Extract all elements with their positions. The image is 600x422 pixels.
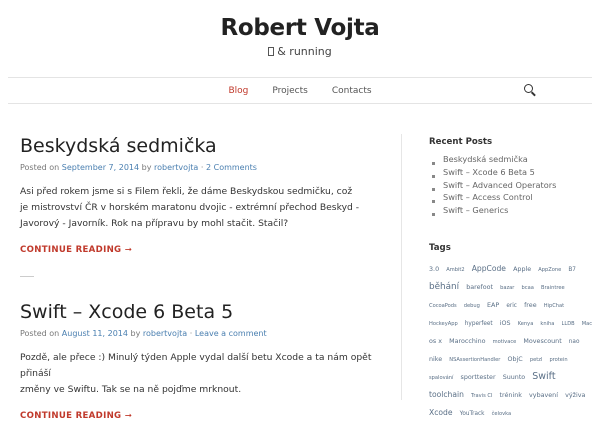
tag-link[interactable]: bazar — [500, 285, 515, 291]
tag-link[interactable]: Marocchino — [449, 338, 486, 345]
tag-link[interactable]: Braintree — [540, 285, 565, 291]
post-author-link[interactable]: robertvojta — [142, 329, 188, 338]
recent-post-item[interactable]: Swift – Advanced Operators — [429, 179, 599, 192]
meta-by: by — [141, 163, 152, 172]
tag-link[interactable]: motivace — [492, 339, 517, 345]
nav-item-blog[interactable]: Blog — [228, 85, 249, 96]
tag-link[interactable]: ObjC — [507, 356, 523, 363]
post-beskydska — [20, 134, 380, 256]
excerpt-line: Pozdě, ale přece :) Minulý týden Apple vydal další betu Xcode a ta nám opět přináší — [20, 352, 372, 379]
meta-separator: · — [189, 329, 193, 338]
tag-link[interactable]: sporttester — [460, 374, 496, 381]
meta-by: by — [130, 329, 141, 338]
excerpt-line: Asi před rokem jsme si s Filem řekli, že dáme Beskydskou sedmičku, což — [20, 186, 353, 197]
tag-link[interactable]: AppZone — [538, 267, 562, 273]
sidebar-divider — [401, 134, 402, 400]
tag-link[interactable]: protein — [549, 357, 568, 363]
tag-link[interactable]: Swift — [532, 371, 556, 382]
tag-link[interactable]: trénink — [499, 392, 522, 399]
continue-reading-link[interactable]: CONTINUE READING ➞ — [20, 245, 133, 255]
post-separator — [20, 276, 34, 277]
post-excerpt — [20, 350, 380, 398]
excerpt-line: změny ve Swiftu. Tak se na ně pojďme mrknout. — [20, 384, 242, 395]
nav-item-projects[interactable]: Projects — [272, 85, 308, 96]
tag-link[interactable]: Apple — [513, 266, 532, 273]
meta-separator: · — [200, 163, 204, 172]
tag-link[interactable]: Movescount — [523, 338, 562, 345]
recent-post-item[interactable]: Swift – Xcode 6 Beta 5 — [429, 166, 599, 179]
tag-link[interactable]: NSAssertionHandler — [449, 357, 501, 363]
meta-posted-on: Posted on — [20, 329, 60, 338]
post-date-link[interactable]: September 7, 2014 — [61, 163, 140, 172]
post-meta — [20, 329, 380, 338]
post-meta — [20, 163, 380, 172]
tag-link[interactable]: Suunto — [502, 374, 526, 381]
search-icon[interactable] — [524, 84, 533, 93]
tag-link[interactable]: eric — [506, 303, 517, 309]
tag-link[interactable]: CocoaPods — [429, 303, 457, 309]
tag-link[interactable]: nike — [429, 356, 443, 363]
post-author-link[interactable]: robertvojta — [154, 163, 199, 172]
sidebar-recent-posts — [429, 137, 599, 217]
tag-cloud — [429, 259, 597, 421]
post-excerpt — [20, 184, 380, 232]
tag-link[interactable]: iOS — [499, 320, 511, 327]
post-swift-beta5 — [20, 300, 380, 422]
tag-link[interactable]: Mac — [581, 321, 593, 327]
tag-link[interactable]: hyperfeet — [464, 321, 493, 327]
post-date-link[interactable]: August 11, 2014 — [61, 329, 128, 338]
excerpt-line: Javorový - Javorník. Rok na přípravu by mohl stačit. Stačil? — [20, 218, 289, 229]
tag-link[interactable]: debug — [463, 303, 480, 309]
excerpt-line: je mistrovství ČR v horském maratonu dvojic - extrémní přechod Beskyd - — [20, 202, 360, 213]
tag-link[interactable]: barefoot — [466, 284, 494, 291]
tag-link[interactable]: YouTrack — [459, 411, 485, 417]
main-nav — [0, 78, 600, 103]
tag-link[interactable]: EAP — [487, 302, 500, 309]
nav-item-contacts[interactable]: Contacts — [331, 85, 372, 96]
tag-link[interactable]: B7 — [568, 267, 576, 273]
nav-bottom-border — [8, 103, 592, 104]
tag-link[interactable]: petzl — [529, 357, 543, 363]
tag-link[interactable]: HockeyApp — [429, 321, 458, 327]
post-comments-link[interactable]: 2 Comments — [205, 163, 257, 172]
continue-reading-link[interactable]: CONTINUE READING ➞ — [20, 411, 133, 421]
tag-link[interactable]: toolchain — [429, 390, 464, 399]
recent-post-item[interactable]: Beskydská sedmička — [429, 153, 599, 166]
post-comments-link[interactable]: Leave a comment — [194, 329, 267, 338]
site-title[interactable]: Robert Vojta — [220, 15, 380, 41]
sidebar-tags — [429, 243, 599, 421]
unknown-glyph-icon — [268, 47, 274, 56]
tag-link[interactable]: nao — [568, 339, 580, 345]
recent-posts-list — [429, 153, 599, 217]
tag-link[interactable]: AppCode — [471, 264, 506, 273]
tag-link[interactable]: vybavení — [529, 392, 558, 399]
recent-post-item[interactable]: Swift – Generics — [429, 204, 599, 217]
tag-link[interactable]: Xcode — [429, 408, 453, 417]
tag-link[interactable]: běhání — [429, 282, 460, 292]
tag-link[interactable]: free — [524, 302, 537, 309]
tag-link[interactable]: bcaa — [521, 285, 534, 291]
tag-link[interactable]: os x — [429, 338, 442, 345]
widget-title-tags: Tags — [429, 243, 451, 253]
tagline-text: & running — [277, 45, 332, 58]
tag-link[interactable]: spalování — [429, 375, 454, 381]
tag-link[interactable]: Ambit2 — [446, 267, 465, 273]
tag-link[interactable]: 3.0 — [429, 266, 440, 273]
site-tagline — [0, 45, 600, 58]
tag-link[interactable]: čelovka — [491, 411, 512, 417]
tag-link[interactable]: výživa — [565, 392, 586, 399]
widget-title-recent: Recent Posts — [429, 137, 493, 147]
tag-link[interactable]: HipChat — [543, 303, 565, 309]
meta-posted-on: Posted on — [20, 163, 60, 172]
tag-link[interactable]: kniha — [540, 321, 555, 327]
tag-link[interactable]: Kenya — [517, 321, 534, 327]
tag-link[interactable]: Travis CI — [471, 393, 493, 399]
tag-link[interactable]: LLDB — [561, 321, 575, 327]
recent-post-item[interactable]: Swift – Access Control — [429, 191, 599, 204]
post-title[interactable]: Beskydská sedmička — [20, 135, 217, 157]
post-title[interactable]: Swift – Xcode 6 Beta 5 — [20, 301, 234, 323]
